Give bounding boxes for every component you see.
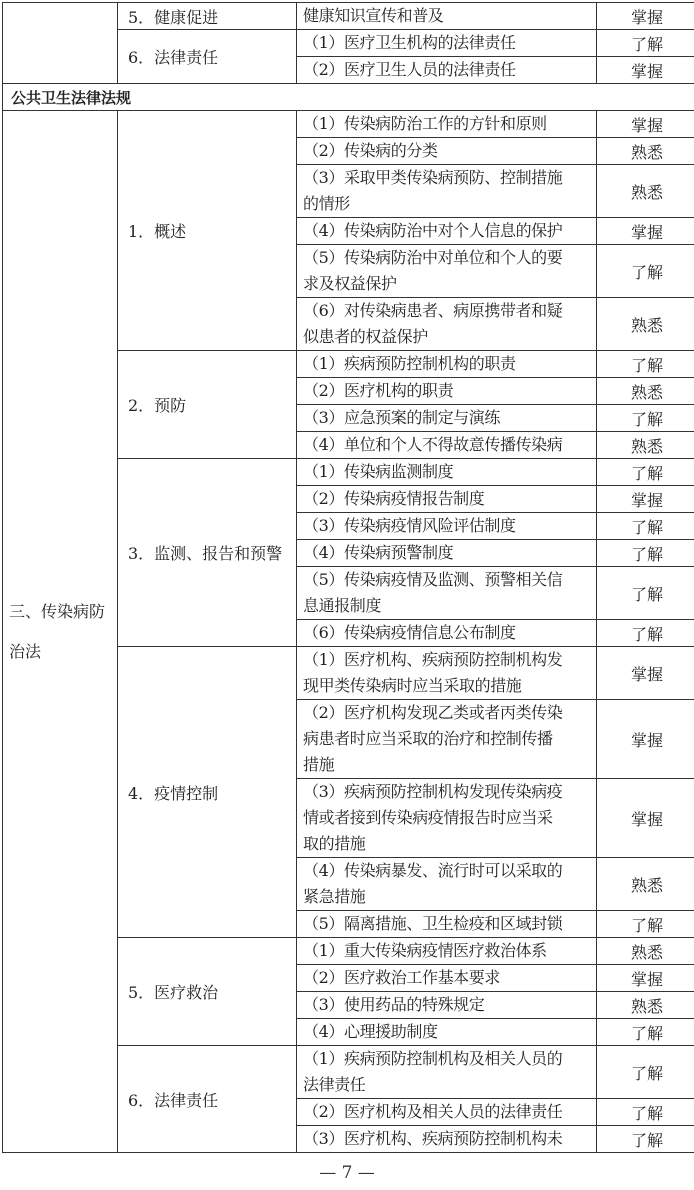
content-cell — [297, 486, 597, 513]
text-line: （2）医疗机构及相关人员的法律责任 — [303, 1102, 563, 1121]
topic-cell: 6．法律责任 — [118, 1046, 297, 1153]
text-line: （1）传染病监测制度 — [303, 462, 454, 481]
level-cell: 熟悉 — [597, 858, 694, 911]
text-line: 现甲类传染病时应当采取的措施 — [303, 676, 522, 695]
section-title-cell — [3, 111, 118, 1153]
level-cell: 掌握 — [597, 647, 694, 700]
content-cell — [297, 911, 597, 938]
level-cell: 熟悉 — [597, 298, 694, 351]
content-cell — [297, 938, 597, 965]
section-cell-continued — [3, 3, 118, 84]
topic-cell: 2．预防 — [118, 351, 297, 459]
level-cell: 掌握 — [597, 218, 694, 245]
content-cell — [297, 138, 597, 165]
content-cell — [297, 378, 597, 405]
content-cell — [297, 30, 597, 57]
content-cell — [297, 405, 597, 432]
section-header-row — [3, 84, 694, 111]
text-line: （2）医疗救治工作基本要求 — [303, 968, 500, 987]
level-cell: 了解 — [597, 405, 694, 432]
text-line: （3）疾病预防控制机构发现传染病疫 — [303, 782, 563, 801]
level-cell: 熟悉 — [597, 938, 694, 965]
section-header: 公共卫生法律法规 — [3, 84, 694, 111]
text-line: （4）传染病预警制度 — [303, 543, 454, 562]
level-cell: 掌握 — [597, 57, 694, 84]
text-line: （6）传染病疫情信息公布制度 — [303, 623, 516, 642]
text-line: （1）传染病防治工作的方针和原则 — [303, 114, 547, 133]
text-line: （1）医疗机构、疾病预防控制机构发 — [303, 650, 563, 669]
content-cell — [297, 218, 597, 245]
text-line: （5）传染病疫情及监测、预警相关信 — [303, 570, 563, 589]
text-line: 情或者接到传染病疫情报告时应当采 — [303, 808, 553, 827]
level-cell: 掌握 — [597, 965, 694, 992]
level-cell: 了解 — [597, 1126, 694, 1153]
text-line: （1）医疗卫生机构的法律责任 — [303, 33, 516, 52]
level-cell: 熟悉 — [597, 432, 694, 459]
table-row — [3, 3, 694, 30]
level-cell: 熟悉 — [597, 992, 694, 1019]
text-line: （4）单位和个人不得故意传播传染病 — [303, 435, 563, 454]
text-line: 求及权益保护 — [303, 274, 397, 293]
text-line: 治法 — [9, 641, 42, 661]
content-cell — [297, 992, 597, 1019]
text-line: 紧急措施 — [303, 887, 366, 906]
text-line: 取的措施 — [303, 834, 366, 853]
content-cell — [297, 647, 597, 700]
topic-cell: 1．概述 — [118, 111, 297, 351]
content-cell — [297, 540, 597, 567]
level-cell: 了解 — [597, 245, 694, 298]
content-cell — [297, 432, 597, 459]
text-line: 似患者的权益保护 — [303, 327, 428, 346]
syllabus-table — [2, 2, 694, 1153]
content-cell — [297, 57, 597, 84]
level-cell: 了解 — [597, 351, 694, 378]
text-line: 三、传染病防 — [9, 601, 106, 621]
text-line: （4）传染病防治中对个人信息的保护 — [303, 221, 563, 240]
text-line: （3）使用药品的特殊规定 — [303, 995, 485, 1014]
level-cell: 掌握 — [597, 700, 694, 779]
level-cell: 了解 — [597, 540, 694, 567]
topic-cell: 3．监测、报告和预警 — [118, 459, 297, 647]
text-line: （4）心理援助制度 — [303, 1022, 438, 1041]
topic-cell: 5．医疗救治 — [118, 938, 297, 1046]
level-cell: 熟悉 — [597, 138, 694, 165]
content-cell — [297, 1126, 597, 1153]
text-line: （3）采取甲类传染病预防、控制措施 — [303, 168, 563, 187]
text-line: 息通报制度 — [303, 596, 382, 615]
content-cell — [297, 513, 597, 540]
level-cell: 了解 — [597, 911, 694, 938]
content-cell — [297, 620, 597, 647]
text-line: 措施 — [303, 755, 335, 774]
text-line: （1）疾病预防控制机构及相关人员的 — [303, 1049, 563, 1068]
text-line: （2）医疗机构的职责 — [303, 381, 454, 400]
table-row — [3, 111, 694, 138]
content-cell — [297, 1046, 597, 1099]
text-line: （5）传染病防治中对单位和个人的要 — [303, 248, 563, 267]
text-line: （3）应急预案的制定与演练 — [303, 408, 500, 427]
content-cell — [297, 351, 597, 378]
text-line: （3）医疗机构、疾病预防控制机构未 — [303, 1129, 563, 1148]
topic-cell: 5．健康促进 — [118, 3, 297, 30]
topic-cell: 4．疫情控制 — [118, 647, 297, 938]
topic-cell: 6．法律责任 — [118, 30, 297, 84]
text-line: （5）隔离措施、卫生检疫和区域封锁 — [303, 914, 563, 933]
content-cell — [297, 111, 597, 138]
text-line: 健康知识宣传和普及 — [303, 6, 444, 25]
text-line: 的情形 — [303, 194, 350, 213]
content-cell — [297, 965, 597, 992]
level-cell: 熟悉 — [597, 378, 694, 405]
level-cell: 了解 — [597, 459, 694, 486]
text-line: 法律责任 — [303, 1075, 366, 1094]
level-cell: 熟悉 — [597, 165, 694, 218]
level-cell: 掌握 — [597, 486, 694, 513]
content-cell — [297, 245, 597, 298]
content-cell — [297, 779, 597, 858]
content-cell — [297, 1099, 597, 1126]
text-line: 病患者时应当采取的治疗和控制传播 — [303, 729, 553, 748]
level-cell: 了解 — [597, 1099, 694, 1126]
text-line: （2）医疗机构发现乙类或者丙类传染 — [303, 703, 563, 722]
page-number: — 7 — — [319, 1163, 375, 1183]
level-cell: 掌握 — [597, 779, 694, 858]
level-cell: 了解 — [597, 1046, 694, 1099]
text-line: （4）传染病暴发、流行时可以采取的 — [303, 861, 563, 880]
content-cell — [297, 165, 597, 218]
text-line: （2）传染病的分类 — [303, 141, 438, 160]
level-cell: 了解 — [597, 30, 694, 57]
text-line: （2）传染病疫情报告制度 — [303, 489, 485, 508]
text-line: （1）疾病预防控制机构的职责 — [303, 354, 516, 373]
level-cell: 掌握 — [597, 3, 694, 30]
content-cell — [297, 298, 597, 351]
content-cell — [297, 459, 597, 486]
text-line: （2）医疗卫生人员的法律责任 — [303, 60, 516, 79]
level-cell: 了解 — [597, 513, 694, 540]
content-cell — [297, 3, 597, 30]
text-line: （1）重大传染病疫情医疗救治体系 — [303, 941, 547, 960]
level-cell: 了解 — [597, 567, 694, 620]
text-line: （3）传染病疫情风险评估制度 — [303, 516, 516, 535]
content-cell — [297, 567, 597, 620]
level-cell: 掌握 — [597, 111, 694, 138]
level-cell: 了解 — [597, 620, 694, 647]
content-cell — [297, 858, 597, 911]
content-cell — [297, 1019, 597, 1046]
level-cell: 了解 — [597, 1019, 694, 1046]
text-line: （6）对传染病患者、病原携带者和疑 — [303, 301, 563, 320]
content-cell — [297, 700, 597, 779]
